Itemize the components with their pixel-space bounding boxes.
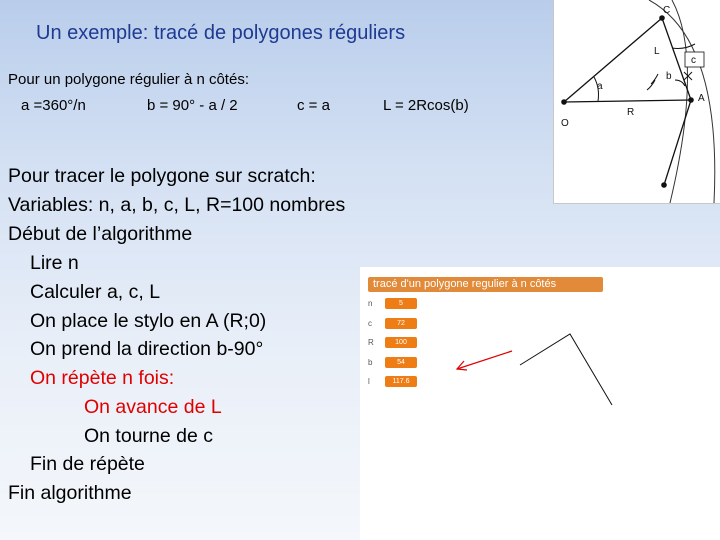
algo-loop-turn: On tourne de c [84,425,213,447]
label-A: A [698,93,705,104]
algo-loop-end: Fin de répète [30,453,145,475]
variable-value: 117.6 [385,376,417,387]
variable-name: c [368,319,372,328]
label-R: R [627,107,635,118]
formula-c: c = a [297,97,330,114]
geometry-diagram [553,0,720,204]
point-lower [661,182,667,188]
algo-start: Début de l’algorithme [8,223,193,245]
algo-heading: Pour tracer le polygone sur scratch: [8,165,316,187]
label-b: b [666,71,672,82]
algo-step-compute: Calculer a, c, L [30,281,161,303]
formula-b: b = 90° - a / 2 [147,97,238,114]
variable-name: b [368,358,373,367]
label-L: L [654,46,660,57]
algo-step-place: On place le stylo en A (R;0) [30,310,267,332]
variable-value: 5 [385,298,417,309]
variable-value: 72 [385,318,417,329]
arrow-head-icon [457,361,467,370]
label-C: C [663,5,671,16]
algo-end: Fin algorithme [8,482,132,504]
label-c: c [691,55,696,66]
label-O: O [561,118,569,129]
formula-L: L = 2Rcos(b) [383,97,469,114]
algo-variables: Variables: n, a, b, c, L, R=100 nombres [8,194,346,216]
algo-step-direction: On prend la direction b-90° [30,338,264,360]
variable-name: R [368,338,374,347]
scratch-stage [360,267,720,540]
slide-title: Un exemple: tracé de polygones réguliers [36,22,406,44]
point-A [688,97,694,103]
variable-value: 54 [385,357,417,368]
algo-loop-advance: On avance de L [84,396,222,418]
algo-step-read: Lire n [30,252,79,274]
algo-loop: On répète n fois: [30,367,175,389]
arrow-shaft [457,351,512,369]
formula-intro: Pour un polygone régulier à n côtés: [8,71,249,88]
point-C [659,15,665,21]
formula-a: a =360°/n [21,97,86,114]
stage-title: tracé d'un polygone regulier à n côtés [368,277,603,292]
drawn-polygon-segment [520,334,612,405]
label-a: a [597,81,603,92]
variable-name: l [368,377,370,386]
variable-value: 100 [385,337,417,348]
point-O [561,99,567,105]
variable-name: n [368,299,373,308]
